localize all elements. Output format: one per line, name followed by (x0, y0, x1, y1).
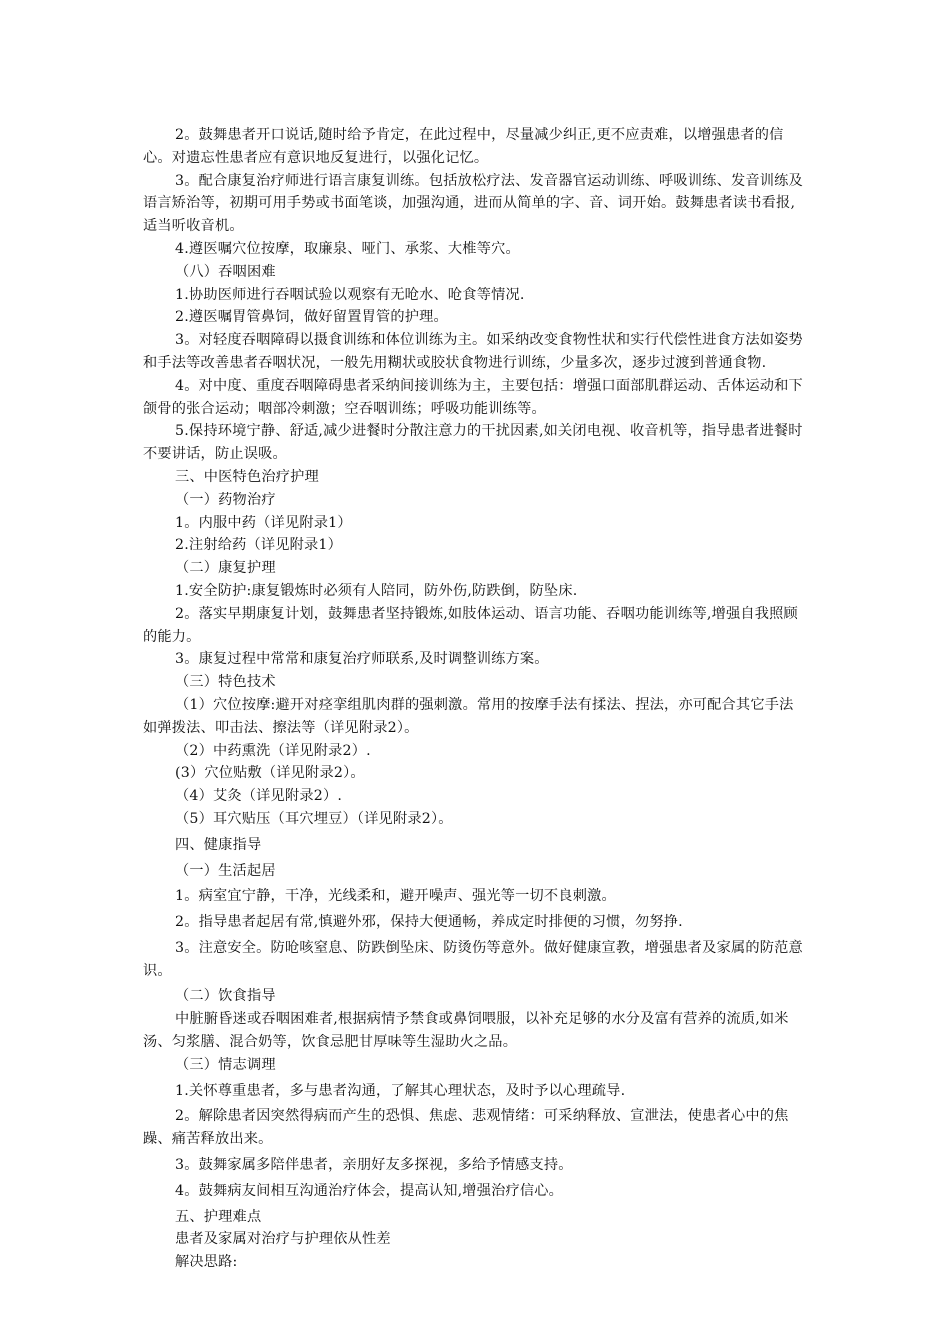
paragraph: 1。内服中药（详见附录1） (175, 514, 352, 531)
paragraph: 4。鼓舞病友间相互沟通治疗体会，提高认知,增强治疗信心。 (175, 1182, 564, 1199)
paragraph: (3）穴位贴敷（详见附录2）。 (175, 765, 365, 782)
paragraph: 患者及家属对治疗与护理依从性差 (175, 1231, 391, 1248)
section-heading: （三）情志调理 (175, 1056, 276, 1073)
paragraph: （2）中药熏洗（详见附录2）. (175, 742, 371, 759)
paragraph: 解决思路: (175, 1254, 238, 1271)
paragraph: 1。病室宜宁静，干净，光线柔和，避开噪声、强光等一切不良刺激。 (175, 888, 616, 905)
paragraph: 5.保持环境宁静、舒适,减少进餐时分散注意力的干扰因素,如关闭电视、收音机等，指导患者进餐时不要讲话，防止误吸。 (143, 423, 803, 463)
paragraph: 3。配合康复治疗师进行语言康复训练。包括放松疗法、发音器官运动训练、呼吸训练、发音训练及语言矫治等，初期可用手势或书面笔谈，加强沟通，进而从简单的字、音、词开始。鼓舞患者读书看报,适当听收音机。 (143, 172, 803, 235)
section-heading: （八）吞咽困难 (175, 263, 276, 280)
paragraph: 2.注射给药（详见附录1） (175, 537, 343, 554)
paragraph: 1.协助医师进行吞咽试验以观察有无呛水、呛食等情况. (175, 286, 525, 303)
paragraph: 3。对轻度吞咽障碍以摄食训练和体位训练为主。如采纳改变食物性状和实行代偿性进食方法如姿势和手法等改善患者吞咽状况，一般先用糊状或胶状食物进行训练，少量多次，逐步过渡到普通食物. (143, 332, 803, 371)
section-heading: （二）康复护理 (175, 560, 276, 577)
document-body (143, 124, 807, 1274)
paragraph: 2。指导患者起居有常,慎避外邪，保持大便通畅，养成定时排便的习惯，勿努挣. (175, 914, 683, 931)
chapter-heading: 四、健康指导 (175, 836, 262, 853)
paragraph: （1）穴位按摩:避开对痉挛组肌肉群的强刺激。常用的按摩手法有揉法、捏法，亦可配合其它手法如弹拨法、叩击法、擦法等（详见附录2）。 (143, 696, 794, 736)
paragraph: 3。鼓舞家属多陪伴患者，亲朋好友多探视，多给予情感支持。 (175, 1157, 573, 1174)
paragraph: 3。注意安全。防呛咳窒息、防跌倒坠床、防烫伤等意外。做好健康宣教，增强患者及家属的防范意识。 (143, 939, 803, 979)
paragraph: 中脏腑昏迷或吞咽困难者,根据病情予禁食或鼻饲喂服，以补充足够的水分及富有营养的流质,如米汤、匀浆膳、混合奶等，饮食忌肥甘厚味等生湿助火之品。 (143, 1011, 789, 1051)
paragraph: 3。康复过程中常常和康复治疗师联系,及时调整训练方案。 (175, 651, 549, 668)
section-heading: （一）药物治疗 (175, 491, 276, 508)
paragraph: （5）耳穴贴压（耳穴埋豆）（详见附录2）。 (175, 810, 453, 827)
paragraph: 2。落实早期康复计划，鼓舞患者坚持锻炼,如肢体运动、语言功能、吞咽功能训练等,增强自我照顾的能力。 (143, 605, 798, 645)
section-heading: （一）生活起居 (175, 862, 276, 879)
paragraph: 2。鼓舞患者开口说话,随时给予肯定，在此过程中，尽量减少纠正,更不应责难，以增强患者的信心。对遗忘性患者应有意识地反复进行，以强化记忆。 (143, 127, 784, 166)
section-heading: （三）特色技术 (175, 674, 276, 691)
paragraph: 1.关怀尊重患者，多与患者沟通，了解其心理状态，及时予以心理疏导. (175, 1082, 626, 1099)
paragraph: 1.安全防护:康复锻炼时必须有人陪同，防外伤,防跌倒，防坠床. (175, 582, 578, 599)
chapter-heading: 五、护理难点 (175, 1208, 262, 1225)
chapter-heading: 三、中医特色治疗护理 (175, 468, 319, 485)
paragraph: 4。对中度、重度吞咽障碍患者采纳间接训练为主，主要包括：增强口面部肌群运动、舌体运动和下颌骨的张合运动；咽部冷刺激；空吞咽训练；呼吸功能训练等。 (143, 377, 803, 417)
paragraph: 2。解除患者因突然得病而产生的恐惧、焦虑、悲观情绪：可采纳释放、宣泄法，使患者心中的焦躁、痛苦释放出来。 (143, 1108, 789, 1148)
paragraph: （4）艾灸（详见附录2）. (175, 788, 343, 805)
paragraph: 2.遵医嘱胃管鼻饲，做好留置胃管的护理。 (175, 309, 448, 326)
section-heading: （二）饮食指导 (175, 988, 276, 1005)
paragraph: 4.遵医嘱穴位按摩，取廉泉、哑门、承浆、大椎等穴。 (175, 240, 520, 257)
